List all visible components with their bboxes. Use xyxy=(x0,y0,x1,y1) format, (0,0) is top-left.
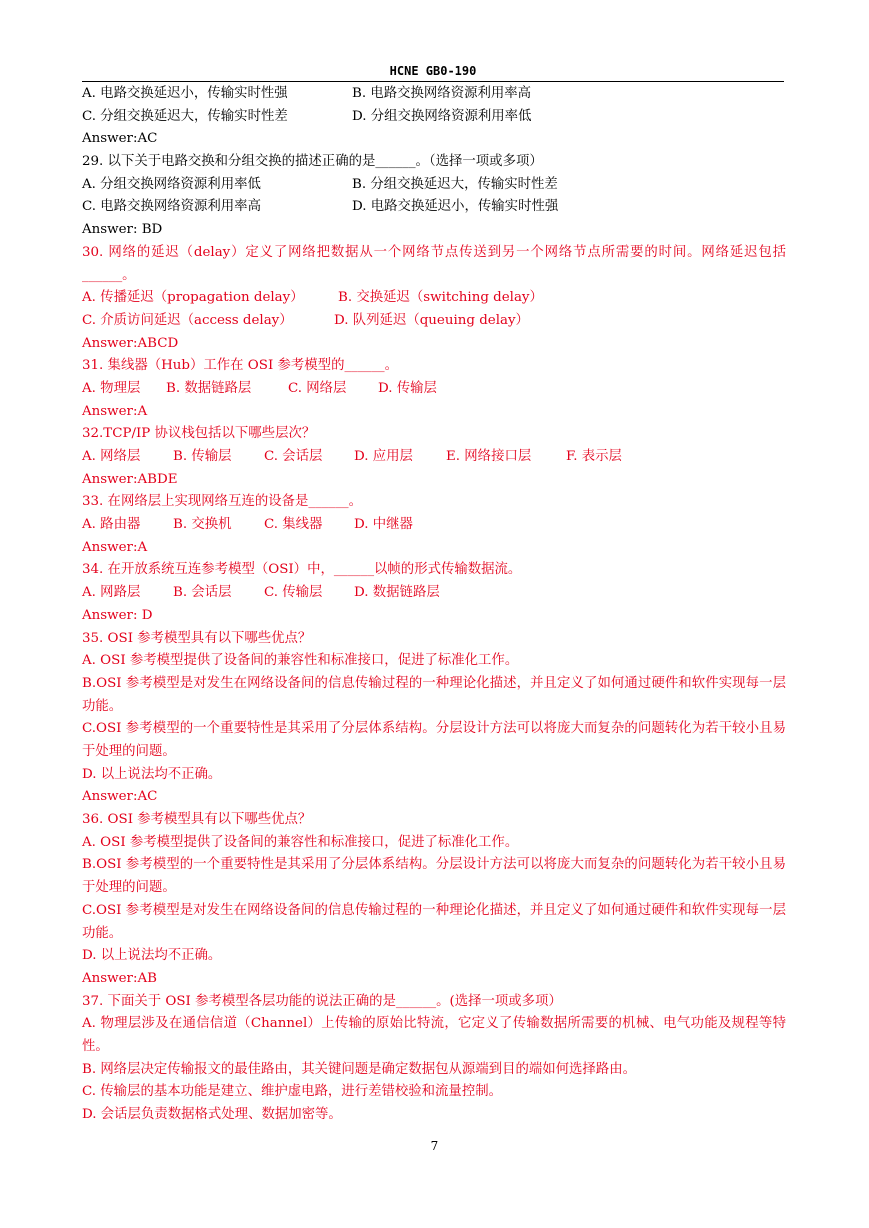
text-line: D. 以上说法均不正确。 xyxy=(82,766,222,782)
option-row xyxy=(82,83,786,106)
paragraph: C.OSI 参考模型是对发生在网络设备间的信息传输过程的一种理论化描述，并且定义了如何通过硬件和软件实现每一层功能。 xyxy=(82,902,786,941)
option-row xyxy=(82,378,786,401)
option-c: C. 会话层 xyxy=(264,449,323,465)
option-row xyxy=(82,287,786,310)
answer-line: Answer:AC xyxy=(82,131,158,147)
paragraph: B.OSI 参考模型的一个重要特性是其采用了分层体系结构。分层设计方法可以将庞大而复杂的问题转化为若干较小且易于处理的问题。 xyxy=(82,857,786,896)
option-d: D. 数据链路层 xyxy=(354,585,440,601)
text-line: A. OSI 参考模型提供了设备间的兼容性和标准接口，促进了标准化工作。 xyxy=(82,834,519,850)
option-b: D. 电路交换延迟小，传输实时性强 xyxy=(352,199,559,215)
answer-line: Answer: BD xyxy=(82,222,163,238)
option-row xyxy=(82,514,786,537)
option-d: D. 传输层 xyxy=(378,380,437,396)
text-line: 29. 以下关于电路交换和分组交换的描述正确的是______。（选择一项或多项） xyxy=(82,154,543,170)
answer-line: Answer:A xyxy=(82,403,148,419)
option-b: B. 数据链路层 xyxy=(166,380,252,396)
paragraph: 30. 网络的延迟（delay）定义了网络把数据从一个网络节点传送到另一个网络节点所需要的时间。网络延迟包括______。 xyxy=(82,244,786,283)
option-d: D. 应用层 xyxy=(354,449,413,465)
option-a: A. 电路交换延迟小，传输实时性强 xyxy=(82,86,288,101)
answer-line: Answer:AB xyxy=(82,970,157,986)
text-line: 33. 在网络层上实现网络互连的设备是______。 xyxy=(82,494,362,510)
option-b: B. 传输层 xyxy=(173,449,232,465)
option-a: A. 物理层 xyxy=(82,380,141,396)
header-title: HCNE GB0-190 xyxy=(389,64,477,78)
paragraph: B.OSI 参考模型是对发生在网络设备间的信息传输过程的一种理论化描述，并且定义了如何通过硬件和软件实现每一层功能。 xyxy=(82,675,786,714)
text-line: B. 网络层决定传输报文的最佳路由，其关键问题是确定数据包从源端到目的端如何选择路由。 xyxy=(82,1061,636,1077)
option-row xyxy=(82,106,786,129)
option-a: C. 分组交换延迟大，传输实时性差 xyxy=(82,108,288,124)
option-c: C. 网络层 xyxy=(288,380,347,396)
option-b: B. 分组交换延迟大，传输实时性差 xyxy=(352,176,558,192)
option-a: C. 电路交换网络资源利用率高 xyxy=(82,199,261,215)
document-body xyxy=(82,83,786,1127)
paragraph: C.OSI 参考模型的一个重要特性是其采用了分层体系结构。分层设计方法可以将庞大而复杂的问题转化为若干较小且易于处理的问题。 xyxy=(82,721,786,760)
option-f: F. 表示层 xyxy=(566,449,622,465)
option-b: D. 分组交换网络资源利用率低 xyxy=(352,108,532,124)
text-line: 31. 集线器（Hub）工作在 OSI 参考模型的______。 xyxy=(82,358,399,374)
option-row xyxy=(82,310,786,333)
option-e: E. 网络接口层 xyxy=(446,449,532,465)
option-c: C. 传输层 xyxy=(264,585,323,601)
option-b: D. 队列延迟（queuing delay） xyxy=(334,312,529,328)
option-a: A. 路由器 xyxy=(82,517,141,533)
option-row xyxy=(82,582,786,605)
answer-line: Answer: D xyxy=(82,607,153,623)
page-number: 7 xyxy=(430,1139,439,1153)
option-a: A. 传播延迟（propagation delay） xyxy=(82,290,304,306)
option-a: A. 网路层 xyxy=(82,585,141,601)
option-a: A. 网络层 xyxy=(82,449,141,465)
option-row xyxy=(82,446,786,469)
page-header xyxy=(82,63,784,82)
option-b: B. 会话层 xyxy=(173,585,232,601)
paragraph: A. 物理层涉及在通信信道（Channel）上传输的原始比特流，它定义了传输数据所需要的机械、电气功能及规程等特性。 xyxy=(82,1016,786,1055)
text-line: A. OSI 参考模型提供了设备间的兼容性和标准接口，促进了标准化工作。 xyxy=(82,653,519,669)
answer-line: Answer:ABCD xyxy=(82,335,179,351)
option-row xyxy=(82,196,786,219)
option-b: B. 交换机 xyxy=(173,517,232,533)
answer-line: Answer:AC xyxy=(82,789,158,805)
option-a: C. 介质访问延迟（access delay） xyxy=(82,312,293,328)
text-line: 37. 下面关于 OSI 参考模型各层功能的说法正确的是______。(选择一项或多项） xyxy=(82,993,562,1009)
option-c: C. 集线器 xyxy=(264,517,323,533)
text-line: D. 会话层负责数据格式处理、数据加密等。 xyxy=(82,1107,342,1123)
option-row xyxy=(82,174,786,197)
answer-line: Answer:A xyxy=(82,539,148,555)
option-a: A. 分组交换网络资源利用率低 xyxy=(82,176,261,192)
option-b: B. 电路交换网络资源利用率高 xyxy=(352,86,532,101)
text-line: 34. 在开放系统互连参考模型（OSI）中，______以帧的形式传输数据流。 xyxy=(82,562,522,578)
text-line: D. 以上说法均不正确。 xyxy=(82,948,222,964)
text-line: 32.TCP/IP 协议栈包括以下哪些层次？ xyxy=(82,426,316,442)
answer-line: Answer:ABDE xyxy=(82,471,178,487)
text-line: C. 传输层的基本功能是建立、维护虚电路，进行差错校验和流量控制。 xyxy=(82,1084,502,1100)
option-b: B. 交换延迟（switching delay） xyxy=(338,290,543,306)
text-line: 36. OSI 参考模型具有以下哪些优点？ xyxy=(82,812,312,828)
text-line: 35. OSI 参考模型具有以下哪些优点？ xyxy=(82,630,312,646)
option-d: D. 中继器 xyxy=(354,517,413,533)
